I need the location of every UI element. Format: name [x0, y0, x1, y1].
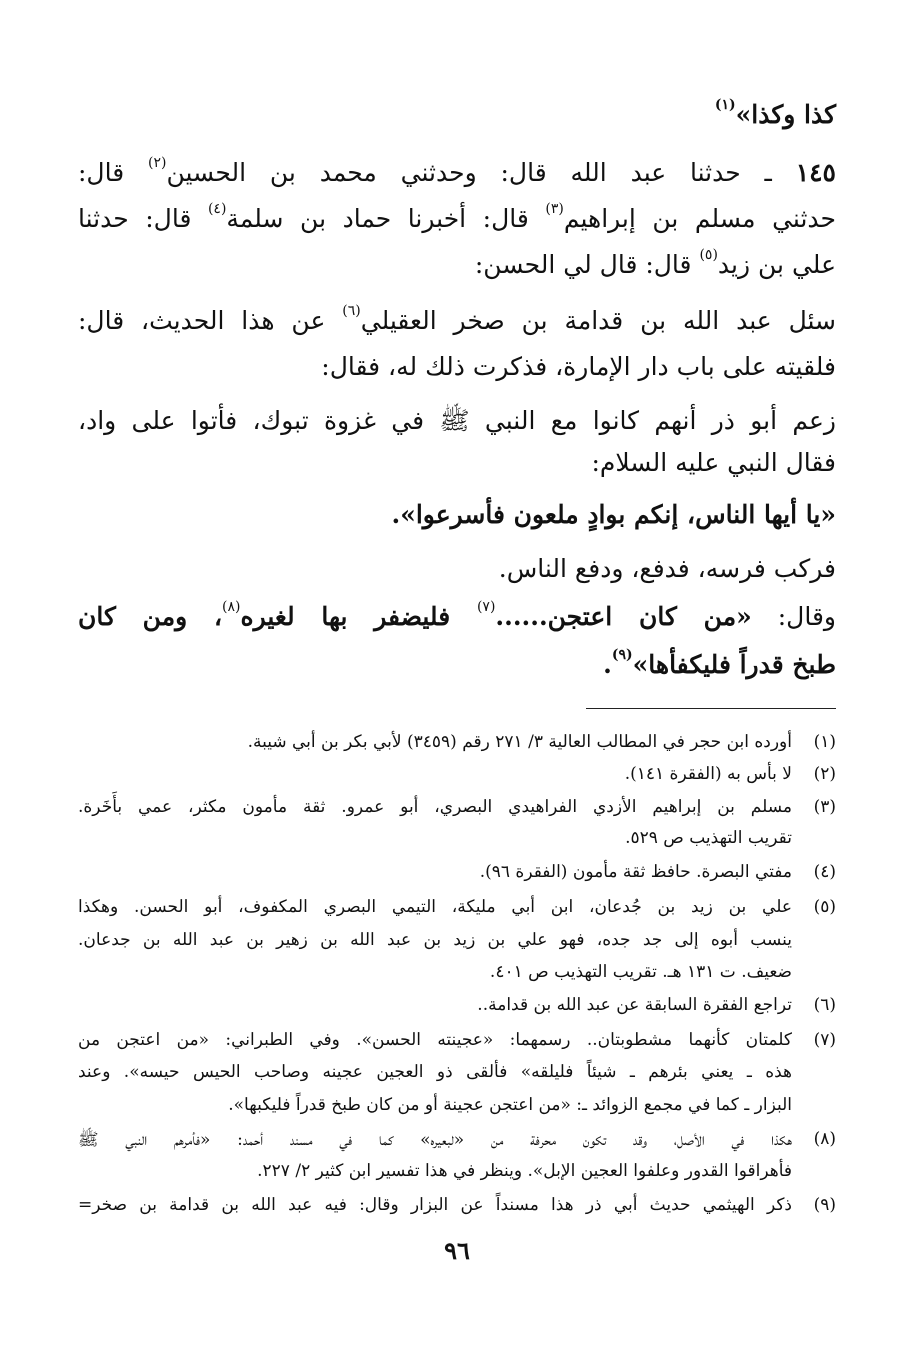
- footnote-ref: (٩): [611, 647, 633, 663]
- footnote-ref: (٥): [699, 247, 718, 263]
- footnote-ref: (٢): [148, 155, 167, 171]
- paragraph-number: ١٤٥: [795, 158, 836, 187]
- paragraph-145-line-2: حدثني مسلم بن إبراهيم$^{(٣)}$ قال: أخبرنا حماد بن سلمة$^{(٤)}$ قال: حدثنا: [78, 201, 836, 233]
- footnote-divider: [586, 708, 836, 709]
- narration-line-3: زعم أبو ذر أنهم كانوا مع النبي ﷺ في غزوة تبوك، فأتوا على واد،: [78, 406, 836, 435]
- hadith-text: «يا أيها الناس، إنكم بوادٍ ملعون فأسرعوا».: [391, 500, 836, 529]
- continuation-text: كذا وكذا»: [735, 100, 836, 129]
- narration-line-7: طبخ قدراً فليكفأها»$^{(٩)}$.: [603, 647, 836, 679]
- page-number: ٩٦: [444, 1236, 470, 1265]
- narration-line-6: وقال: «من كان اعتجن......$^{(٧)}$ فليضفر بها لغيره$^{(٨)}$، ومن كان: [78, 599, 836, 631]
- narration-line-2: فلقيته على باب دار الإمارة، فذكرت ذلك له، فقال:: [321, 352, 836, 381]
- narration-line-1: سئل عبد الله بن قدامة بن صخر العقيلي$^{(٦)}$ عن هذا الحديث، قال:: [78, 303, 836, 335]
- book-page: كذا وكذا»$^{(١)}$ ١٤٥ ـ حدثنا عبد الله قال: وحدثني محمد بن الحسين$^{(٢)}$ قال: حدثني مسلم بن إبراهيم$^{(٣)}$ قال: أخبرنا حماد بن سلمة$^{(٤)}$ قال: حدثنا علي بن زيد$^{(٥)}$ قال: قال لي الحسن: سئل عبد الله بن قدامة بن صخر العقيلي$^{(٦)}$ عن هذا الحديث، قال: فلقيته على باب دار الإمارة، فذكرت ذلك له، فقال: زعم أبو ذر أنهم كانوا مع النبي ﷺ في غزوة تبوك، فأتوا على واد، فقال النبي عليه السلام: «يا أيها الناس، إنكم بوادٍ ملعون فأسرعوا». فركب فرسه، فدفع، ودفع الناس. وقال: «من كان اعتجن......$^{(٧)}$ فليضفر بها لغيره$^{(٨)}$، ومن كان طبخ قدراً فليكفأها»$^{(٩)}$. (١) أورده ابن حجر في المطالب العالية ٣/ ٢٧١ رقم (٣٤٥٩) لأبي بكر بن أبي شيبة. (٢) لا بأس به (الفقرة ١٤١). (٣) مسلم بن إبراهيم الأزدي الفراهيدي البصري، أبو عمرو. ثقة مأمون مكثر، عمي بأَخَرة. تقريب التهذيب ص ٥٢٩. (٤) مفتي البصرة. حافظ ثقة مأمون (الفقرة ٩٦). (٥) علي بن زيد بن جُدعان، ابن أبي مليكة، التيمي البصري المكفوف، أبو الحسن. وهكذا ينسب أبوه إلى جد جده، فهو علي بن زيد بن عبد الله بن زهير بن عبد الله بن جدعان. ضعيف. ت ١٣١ هـ. تقريب التهذيب ص ٤٠١. (٦) تراجع الفقرة السابقة عن عبد الله بن قدامة.. (٧) كلمتان كأنهما مشطوبتان.. رسمهما: «عجينته الحسن». وفي الطبراني: «من اعتجن من هذه ـ يعني بئرهم ـ شيئاً فليلقه» فألقى ذو العجين عجينه وصاحب الحيس حيسه». وعند البزار ـ كما في مجمع الزوائد ـ: «من اعتجن عجينة أو من كان طبخ قدراً فليكبها». (٨) هكذا في الأصل، وقد تكون محرفة من «لبعيره» كما في مسند أحمد: «فأمرهم النبي ﷺ فأهراقوا القدور وعلفوا العجين الإبل». وينظر في هذا تفسير ابن كثير ٢/ ٢٢٧. (٩) ذكر الهيثمي حديث أبي ذر هذا مسنداً عن البزار وقال: فيه عبد الله بن قدامة بن صخر= ٩٦: [0, 0, 914, 1351]
- footnote-ref: (٦): [342, 303, 361, 319]
- footnote-ref: (١): [714, 97, 736, 113]
- paragraph-145-line-3: علي بن زيد$^{(٥)}$ قال: قال لي الحسن:: [474, 247, 836, 279]
- continuation-line: [78, 97, 836, 129]
- footnote-ref: (٧): [476, 599, 496, 615]
- narration-line-4: فقال النبي عليه السلام:: [591, 448, 836, 477]
- footnote-ref: (٣): [545, 201, 564, 217]
- paragraph-145-line-1: ١٤٥ ـ حدثنا عبد الله قال: وحدثني محمد بن الحسين$^{(٢)}$ قال:: [78, 155, 836, 187]
- footnote-ref: (٨): [222, 599, 241, 615]
- footnote-ref: (٤): [207, 201, 227, 217]
- narration-line-5: فركب فرسه، فدفع، ودفع الناس.: [498, 554, 836, 583]
